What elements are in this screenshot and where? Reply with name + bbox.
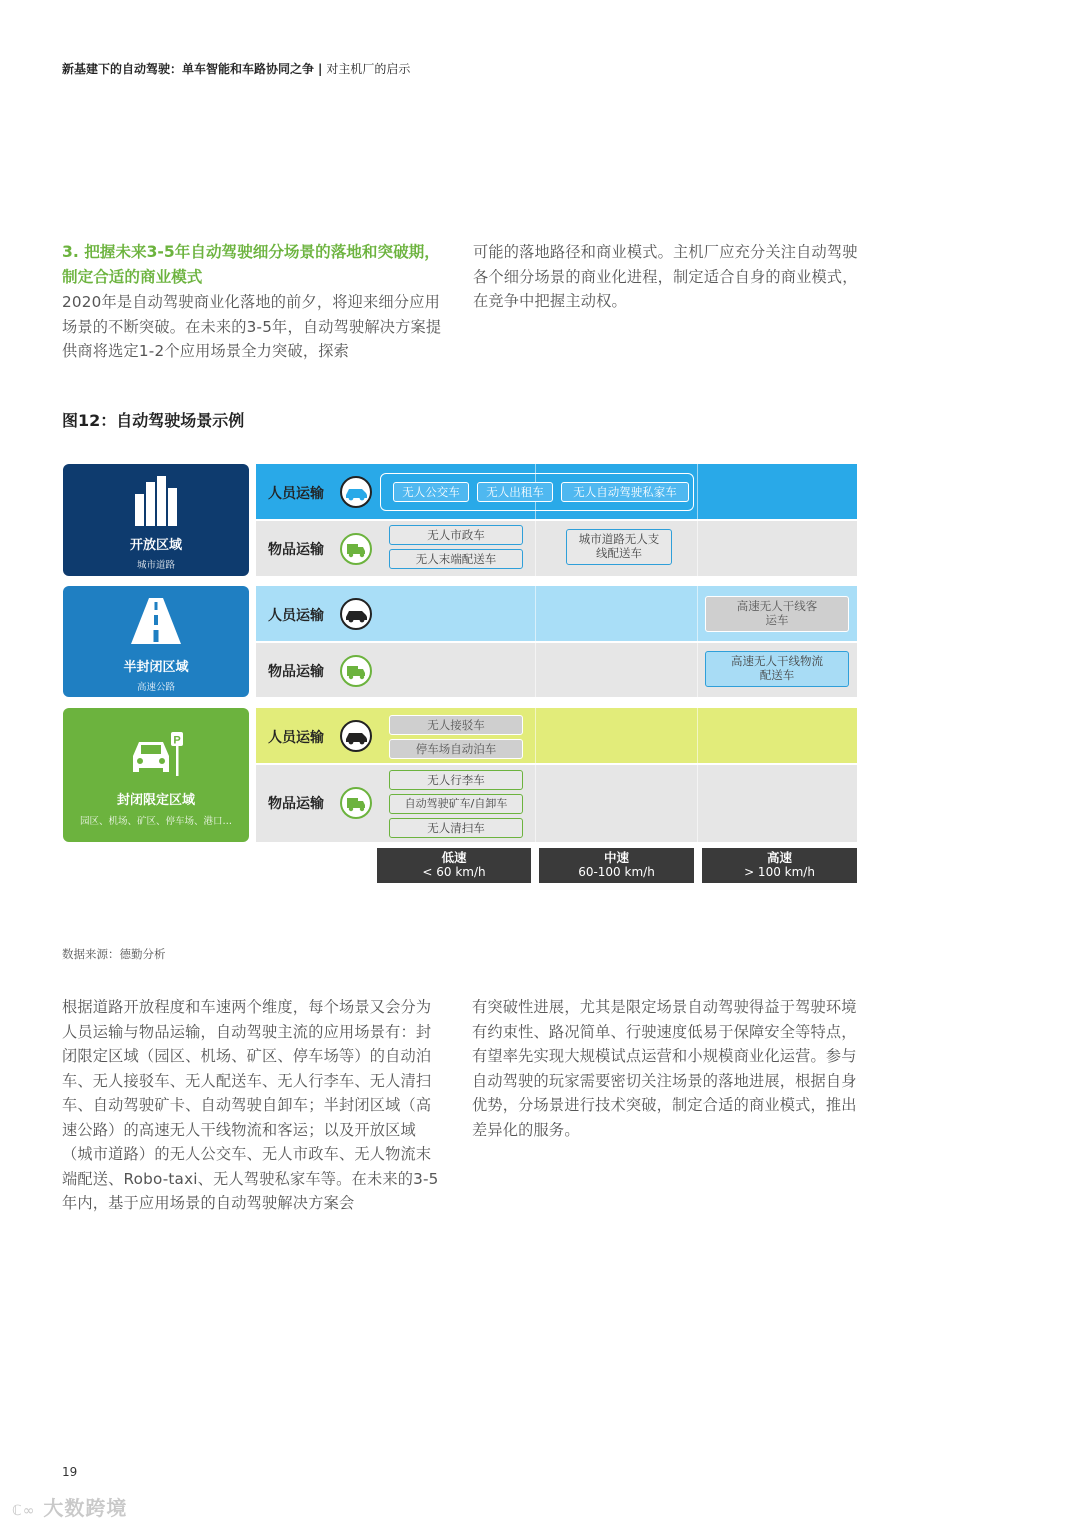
- speed-range: > 100 km/h: [744, 865, 815, 879]
- zone-open-sub: 城市道路: [136, 560, 175, 571]
- truck-icon: [340, 787, 372, 819]
- scenario-chip: 无人市政车: [389, 525, 523, 545]
- speed-label: 中速: [603, 850, 629, 865]
- zone-semi-closed: [63, 586, 249, 697]
- speed-range: 60-100 km/h: [578, 865, 655, 879]
- row-label-people: 人员运输: [268, 486, 324, 502]
- header-subtitle: 对主机厂的启示: [326, 62, 411, 76]
- scenario-chip: 无人自动驾驶私家车: [561, 482, 689, 502]
- speed-range: < 60 km/h: [422, 865, 486, 879]
- row-label-goods: 物品运输: [268, 542, 324, 558]
- highway-icon: [131, 598, 181, 644]
- scenario-chip: 高速无人干线客运车: [705, 596, 849, 632]
- column-divider: [697, 464, 698, 842]
- zone-semi-sub: 高速公路: [136, 682, 175, 693]
- section-paragraph-right: 可能的落地路径和商业模式。主机厂应充分关注自动驾驶各个细分场景的商业化进程，制定适合自身的商业模式，在竞争中把握主动权。: [473, 243, 858, 310]
- car-icon: [340, 598, 372, 630]
- scenario-chip: 城市道路无人支线配送车: [566, 529, 672, 565]
- svg-text:P: P: [173, 734, 181, 747]
- row-label-people: 人员运输: [268, 730, 324, 746]
- truck-icon: [340, 533, 372, 565]
- watermark-logo-icon: ℂ∞: [12, 1503, 36, 1519]
- zone-closed-sub: 园区、机场、矿区、停车场、港口…: [79, 816, 232, 827]
- body-paragraph-left: 根据道路开放程度和车速两个维度，每个场景又会分为人员运输与物品运输，自动驾驶主流的应用场景有：封闭限定区域（园区、机场、矿区、停车场等）的自动泊车、无人接驳车、无人配送车、无人行李车、无人清扫车、自动驾驶矿卡、自动驾驶自卸车；半封闭区域（高速公路）的高速无人干线物流和客运；以及开放区域（城市道路）的无人公交车、无人市政车、无人物流末端配送、Robo-taxi、无人驾驶私家车等。在未来的3-5年内，基于应用场景的自动驾驶解决方案会: [62, 998, 439, 1212]
- column-divider: [535, 464, 536, 842]
- truck-icon: [340, 655, 372, 687]
- section-paragraph-left: 2020年是自动驾驶商业化落地的前夕，将迎来细分应用场景的不断突破。在未来的3-5年，自动驾驶解决方案提供商将选定1-2个应用场景全力突破，探索: [62, 293, 442, 360]
- row-label-people: 人员运输: [268, 608, 324, 624]
- speed-low: [377, 848, 531, 883]
- section-heading: 3. 把握未来3-5年自动驾驶细分场景的落地和突破期，制定合适的商业模式: [62, 243, 440, 286]
- speed-high: [702, 848, 857, 883]
- speed-label: 高速: [766, 850, 792, 865]
- zone-closed-title: 封闭限定区域: [116, 793, 195, 808]
- watermark: [12, 1492, 127, 1521]
- car-icon: [340, 476, 372, 508]
- scenario-chip: 高速无人干线物流配送车: [705, 651, 849, 687]
- city-buildings-icon: [133, 476, 179, 526]
- body-paragraph-right: 有突破性进展，尤其是限定场景自动驾驶得益于驾驶环境有约束性、路况简单、行驶速度低易于保障安全等特点，有望率先实现大规模试点运营和小规模商业化运营。参与自动驾驶的玩家需要密切关注场景的落地进展，根据自身优势，分场景进行技术突破，制定合适的商业模式，推出差异化的服务。: [472, 998, 857, 1139]
- scenario-chip: 无人末端配送车: [389, 549, 523, 569]
- page-number: 19: [62, 1465, 78, 1479]
- scenario-chip: 无人清扫车: [389, 818, 523, 838]
- speed-label: 低速: [441, 850, 467, 865]
- row-label-goods: 物品运输: [268, 664, 324, 680]
- scenario-chip: 停车场自动泊车: [389, 739, 523, 759]
- scenario-chip: 自动驾驶矿车/自卸车: [389, 794, 523, 814]
- scenario-chip: 无人接驳车: [389, 715, 523, 735]
- zone-open-title: 开放区域: [129, 538, 182, 553]
- car-icon: [340, 720, 372, 752]
- zone-open: [63, 464, 249, 576]
- parking-car-icon: [129, 730, 185, 778]
- figure-title: 图12：自动驾驶场景示例: [62, 411, 245, 430]
- scenario-chip: 无人公交车: [393, 482, 469, 502]
- scenario-chip: 无人出租车: [477, 482, 553, 502]
- row-label-goods: 物品运输: [268, 796, 324, 812]
- zone-semi-title: 半封闭区域: [123, 660, 189, 675]
- zone-closed: [63, 708, 249, 842]
- header-separator: |: [318, 62, 323, 76]
- scenario-chip: 无人行李车: [389, 770, 523, 790]
- speed-mid: [539, 848, 694, 883]
- watermark-text: 大数跨境: [43, 1496, 128, 1520]
- header-title: 新基建下的自动驾驶：单车智能和车路协同之争: [62, 62, 315, 76]
- data-source: 数据来源：德勤分析: [62, 947, 166, 961]
